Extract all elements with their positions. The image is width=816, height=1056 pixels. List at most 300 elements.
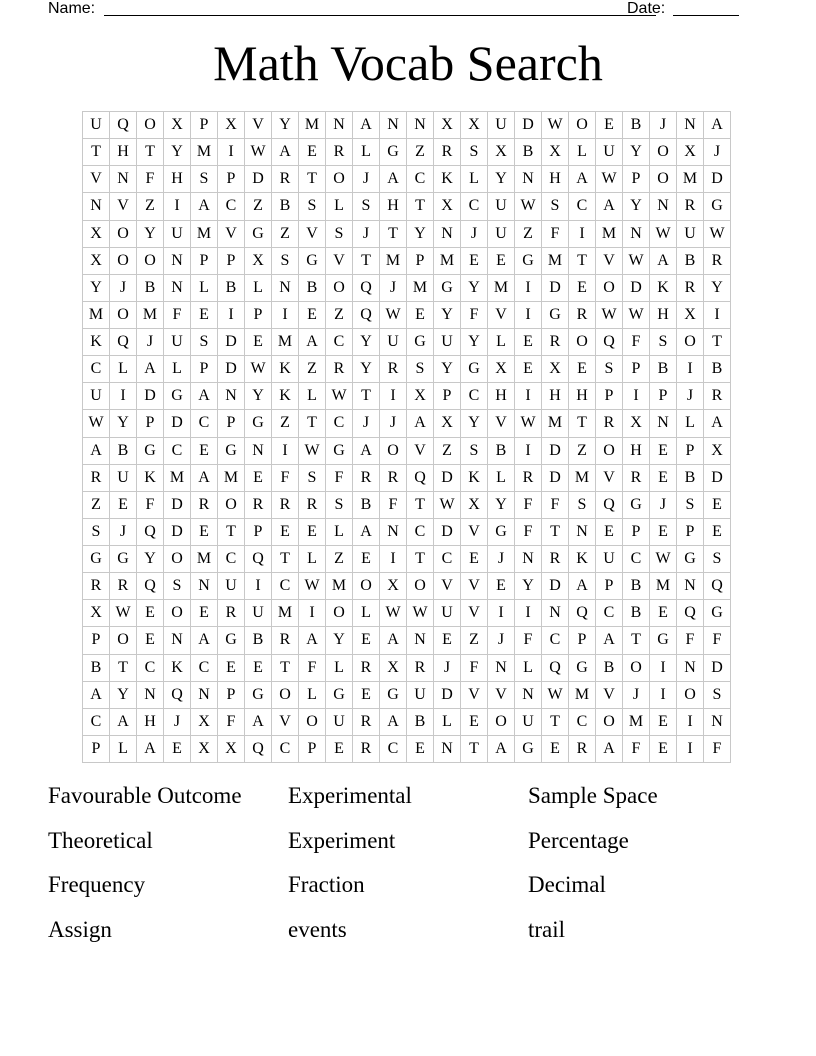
grid-cell: R: [83, 465, 110, 492]
grid-cell: C: [137, 655, 164, 682]
grid-cell: S: [299, 193, 326, 220]
grid-cell: E: [650, 709, 677, 736]
grid-cell: D: [164, 410, 191, 437]
grid-cell: W: [245, 356, 272, 383]
grid-cell: I: [704, 302, 731, 329]
grid-cell: N: [434, 221, 461, 248]
grid-cell: M: [596, 221, 623, 248]
grid-cell: N: [407, 627, 434, 654]
grid-cell: E: [299, 302, 326, 329]
grid-cell: O: [569, 329, 596, 356]
grid-cell: N: [380, 112, 407, 139]
grid-cell: T: [272, 655, 299, 682]
grid-cell: C: [218, 546, 245, 573]
page-title: Math Vocab Search: [213, 35, 603, 91]
grid-cell: D: [542, 438, 569, 465]
grid-cell: Z: [569, 438, 596, 465]
grid-cell: Q: [704, 573, 731, 600]
grid-cell: U: [596, 546, 623, 573]
grid-cell: M: [542, 248, 569, 275]
grid-cell: V: [596, 248, 623, 275]
grid-cell: E: [650, 465, 677, 492]
grid-cell: A: [299, 329, 326, 356]
grid-cell: N: [677, 573, 704, 600]
grid-cell: S: [596, 356, 623, 383]
word-list-item: Experiment: [288, 827, 396, 853]
grid-cell: E: [650, 600, 677, 627]
grid-cell: G: [704, 600, 731, 627]
grid-cell: N: [677, 655, 704, 682]
grid-cell: M: [218, 465, 245, 492]
grid-cell: N: [407, 112, 434, 139]
grid-cell: D: [218, 356, 245, 383]
grid-cell: E: [596, 519, 623, 546]
grid-cell: G: [83, 546, 110, 573]
grid-cell: J: [164, 709, 191, 736]
grid-cell: Y: [461, 275, 488, 302]
grid-cell: C: [407, 166, 434, 193]
grid-cell: A: [380, 166, 407, 193]
grid-cell: S: [461, 438, 488, 465]
grid-cell: X: [488, 356, 515, 383]
grid-cell: M: [569, 682, 596, 709]
word-list-item: Fraction: [288, 872, 365, 897]
grid-cell: Y: [137, 221, 164, 248]
grid-cell: E: [407, 736, 434, 763]
grid-cell: N: [650, 193, 677, 220]
grid-cell: T: [542, 519, 569, 546]
grid-cell: K: [137, 465, 164, 492]
grid-cell: Y: [434, 356, 461, 383]
grid-cell: W: [380, 600, 407, 627]
grid-cell: X: [704, 438, 731, 465]
grid-cell: O: [299, 709, 326, 736]
grid-cell: C: [407, 519, 434, 546]
grid-cell: E: [461, 248, 488, 275]
grid-cell: I: [569, 221, 596, 248]
grid-cell: C: [326, 329, 353, 356]
grid-cell: H: [137, 709, 164, 736]
grid-cell: O: [218, 492, 245, 519]
grid-cell: R: [407, 655, 434, 682]
grid-cell: N: [110, 166, 137, 193]
grid-cell: Q: [353, 302, 380, 329]
grid-cell: Q: [596, 492, 623, 519]
grid-cell: N: [326, 112, 353, 139]
grid-cell: E: [704, 492, 731, 519]
grid-cell: L: [353, 139, 380, 166]
grid-cell: G: [434, 275, 461, 302]
grid-cell: R: [353, 465, 380, 492]
grid-cell: O: [326, 600, 353, 627]
grid-cell: Z: [299, 356, 326, 383]
grid-cell: W: [596, 166, 623, 193]
grid-cell: L: [164, 356, 191, 383]
grid-cell: A: [596, 627, 623, 654]
grid-cell: P: [623, 356, 650, 383]
grid-cell: I: [515, 302, 542, 329]
grid-cell: A: [353, 519, 380, 546]
grid-cell: A: [353, 438, 380, 465]
grid-cell: M: [299, 112, 326, 139]
grid-cell: V: [488, 410, 515, 437]
grid-cell: S: [407, 356, 434, 383]
grid-cell: X: [623, 410, 650, 437]
grid-cell: G: [461, 356, 488, 383]
grid-cell: V: [461, 600, 488, 627]
grid-cell: T: [83, 139, 110, 166]
grid-cell: E: [515, 329, 542, 356]
grid-cell: Y: [353, 356, 380, 383]
grid-cell: T: [353, 248, 380, 275]
grid-cell: J: [650, 492, 677, 519]
grid-cell: N: [191, 682, 218, 709]
grid-cell: H: [623, 438, 650, 465]
grid-cell: A: [353, 112, 380, 139]
grid-cell: W: [623, 302, 650, 329]
grid-cell: O: [164, 600, 191, 627]
grid-cell: F: [623, 736, 650, 763]
date-line: [673, 0, 739, 16]
word-list-item: Theoretical: [48, 827, 153, 853]
grid-cell: C: [191, 410, 218, 437]
grid-cell: K: [164, 655, 191, 682]
grid-cell: F: [272, 465, 299, 492]
grid-cell: C: [569, 709, 596, 736]
grid-cell: F: [137, 166, 164, 193]
grid-cell: U: [110, 465, 137, 492]
grid-cell: P: [83, 627, 110, 654]
grid-cell: V: [299, 221, 326, 248]
grid-cell: D: [164, 519, 191, 546]
grid-cell: T: [407, 546, 434, 573]
grid-cell: G: [326, 682, 353, 709]
grid-cell: H: [380, 193, 407, 220]
grid-cell: Y: [623, 193, 650, 220]
grid-cell: N: [677, 112, 704, 139]
grid-cell: P: [596, 383, 623, 410]
grid-cell: T: [299, 410, 326, 437]
grid-cell: W: [542, 682, 569, 709]
grid-cell: R: [677, 193, 704, 220]
grid-cell: B: [299, 275, 326, 302]
grid-cell: E: [569, 275, 596, 302]
grid-cell: B: [623, 600, 650, 627]
grid-cell: F: [164, 302, 191, 329]
grid-cell: V: [83, 166, 110, 193]
grid-cell: Q: [353, 275, 380, 302]
grid-cell: B: [83, 655, 110, 682]
grid-cell: V: [596, 682, 623, 709]
grid-cell: P: [596, 573, 623, 600]
grid-cell: B: [407, 709, 434, 736]
grid-cell: X: [83, 221, 110, 248]
grid-cell: Y: [245, 383, 272, 410]
grid-cell: Q: [542, 655, 569, 682]
grid-cell: J: [380, 410, 407, 437]
grid-cell: X: [461, 112, 488, 139]
grid-cell: U: [434, 329, 461, 356]
grid-cell: E: [137, 600, 164, 627]
grid-cell: N: [137, 682, 164, 709]
grid-cell: A: [407, 410, 434, 437]
grid-cell: U: [245, 600, 272, 627]
grid-cell: Z: [272, 410, 299, 437]
grid-cell: N: [515, 166, 542, 193]
grid-cell: Q: [245, 736, 272, 763]
grid-cell: J: [677, 383, 704, 410]
grid-cell: C: [461, 383, 488, 410]
grid-cell: X: [218, 736, 245, 763]
grid-cell: E: [596, 112, 623, 139]
grid-cell: B: [704, 356, 731, 383]
grid-cell: L: [326, 193, 353, 220]
grid-cell: Y: [110, 410, 137, 437]
grid-cell: O: [137, 248, 164, 275]
grid-cell: R: [299, 492, 326, 519]
grid-cell: E: [488, 573, 515, 600]
grid-cell: C: [326, 410, 353, 437]
grid-cell: C: [461, 193, 488, 220]
grid-cell: E: [164, 736, 191, 763]
word-list-item: trail: [528, 916, 566, 942]
grid-cell: E: [650, 736, 677, 763]
grid-cell: D: [704, 166, 731, 193]
grid-cell: K: [434, 166, 461, 193]
grid-cell: J: [353, 221, 380, 248]
word-list-item: Assign: [48, 916, 112, 942]
grid-cell: E: [191, 438, 218, 465]
grid-cell: U: [326, 709, 353, 736]
grid-cell: L: [299, 546, 326, 573]
grid-cell: F: [677, 627, 704, 654]
grid-cell: T: [569, 248, 596, 275]
grid-cell: N: [704, 709, 731, 736]
grid-cell: U: [488, 193, 515, 220]
grid-cell: E: [650, 438, 677, 465]
grid-cell: N: [380, 519, 407, 546]
grid-cell: E: [191, 302, 218, 329]
grid-cell: M: [191, 546, 218, 573]
grid-cell: N: [272, 275, 299, 302]
grid-cell: Z: [137, 193, 164, 220]
grid-cell: X: [245, 248, 272, 275]
grid-cell: E: [353, 682, 380, 709]
grid-cell: O: [110, 248, 137, 275]
grid-cell: A: [569, 166, 596, 193]
grid-cell: T: [569, 410, 596, 437]
grid-cell: A: [272, 139, 299, 166]
grid-cell: X: [191, 709, 218, 736]
grid-cell: V: [461, 682, 488, 709]
grid-cell: C: [434, 546, 461, 573]
grid-cell: A: [191, 627, 218, 654]
grid-cell: P: [245, 519, 272, 546]
grid-cell: R: [110, 573, 137, 600]
grid-cell: W: [650, 221, 677, 248]
name-label: Name:: [48, 0, 96, 17]
grid-cell: F: [515, 492, 542, 519]
grid-cell: Y: [83, 275, 110, 302]
grid-cell: K: [569, 546, 596, 573]
grid-cell: L: [488, 465, 515, 492]
grid-cell: U: [380, 329, 407, 356]
grid-cell: I: [515, 600, 542, 627]
grid-cell: E: [245, 465, 272, 492]
grid-cell: G: [110, 546, 137, 573]
grid-cell: M: [380, 248, 407, 275]
grid-cell: A: [245, 709, 272, 736]
grid-cell: L: [461, 166, 488, 193]
grid-cell: R: [380, 465, 407, 492]
grid-cell: Y: [488, 492, 515, 519]
grid-cell: G: [407, 329, 434, 356]
grid-cell: X: [218, 112, 245, 139]
grid-cell: R: [704, 248, 731, 275]
grid-cell: T: [110, 655, 137, 682]
grid-cell: G: [218, 438, 245, 465]
grid-cell: A: [704, 112, 731, 139]
grid-cell: B: [677, 248, 704, 275]
grid-cell: W: [542, 112, 569, 139]
word-list-item: Experimental: [288, 783, 412, 808]
grid-cell: G: [569, 655, 596, 682]
grid-cell: E: [218, 655, 245, 682]
grid-cell: A: [83, 682, 110, 709]
grid-cell: E: [245, 329, 272, 356]
grid-cell: R: [380, 356, 407, 383]
grid-cell: S: [569, 492, 596, 519]
grid-cell: C: [596, 600, 623, 627]
grid-cell: N: [164, 627, 191, 654]
grid-cell: D: [623, 275, 650, 302]
grid-cell: U: [164, 329, 191, 356]
grid-cell: H: [488, 383, 515, 410]
grid-cell: T: [542, 709, 569, 736]
grid-cell: I: [515, 275, 542, 302]
grid-cell: V: [272, 709, 299, 736]
grid-cell: Z: [434, 438, 461, 465]
grid-cell: M: [488, 275, 515, 302]
grid-cell: T: [407, 193, 434, 220]
grid-cell: V: [488, 682, 515, 709]
grid-cell: O: [650, 139, 677, 166]
grid-cell: Y: [623, 139, 650, 166]
grid-cell: I: [380, 546, 407, 573]
grid-cell: A: [299, 627, 326, 654]
grid-cell: R: [515, 465, 542, 492]
grid-cell: D: [704, 655, 731, 682]
grid-cell: L: [488, 329, 515, 356]
grid-cell: P: [299, 736, 326, 763]
grid-cell: X: [83, 600, 110, 627]
grid-cell: F: [542, 492, 569, 519]
grid-cell: O: [677, 682, 704, 709]
grid-cell: G: [380, 682, 407, 709]
grid-cell: X: [542, 356, 569, 383]
grid-cell: Y: [353, 329, 380, 356]
grid-cell: B: [137, 275, 164, 302]
grid-cell: M: [542, 410, 569, 437]
grid-cell: X: [434, 112, 461, 139]
grid-cell: I: [677, 356, 704, 383]
grid-cell: A: [650, 248, 677, 275]
grid-cell: S: [299, 465, 326, 492]
grid-cell: J: [704, 139, 731, 166]
grid-cell: R: [218, 600, 245, 627]
grid-cell: V: [326, 248, 353, 275]
grid-cell: M: [434, 248, 461, 275]
grid-cell: T: [299, 166, 326, 193]
grid-cell: R: [353, 655, 380, 682]
grid-cell: F: [326, 465, 353, 492]
grid-cell: D: [434, 465, 461, 492]
grid-cell: R: [353, 709, 380, 736]
grid-cell: S: [164, 573, 191, 600]
grid-cell: P: [218, 682, 245, 709]
grid-cell: E: [353, 546, 380, 573]
grid-cell: H: [569, 383, 596, 410]
grid-cell: B: [110, 438, 137, 465]
grid-cell: S: [677, 492, 704, 519]
grid-cell: P: [677, 519, 704, 546]
grid-cell: W: [434, 492, 461, 519]
grid-cell: O: [110, 627, 137, 654]
grid-cell: A: [596, 736, 623, 763]
grid-cell: J: [650, 112, 677, 139]
grid-cell: E: [353, 627, 380, 654]
grid-cell: P: [191, 248, 218, 275]
grid-cell: Y: [272, 112, 299, 139]
grid-cell: B: [596, 655, 623, 682]
grid-cell: G: [326, 438, 353, 465]
grid-cell: E: [407, 302, 434, 329]
grid-cell: Q: [164, 682, 191, 709]
grid-cell: D: [137, 383, 164, 410]
grid-cell: I: [623, 383, 650, 410]
grid-cell: P: [623, 166, 650, 193]
grid-cell: I: [272, 438, 299, 465]
grid-cell: O: [596, 275, 623, 302]
grid-cell: W: [407, 600, 434, 627]
grid-cell: J: [488, 627, 515, 654]
grid-cell: W: [515, 193, 542, 220]
grid-cell: A: [137, 356, 164, 383]
grid-cell: C: [542, 627, 569, 654]
grid-cell: L: [434, 709, 461, 736]
grid-cell: L: [299, 383, 326, 410]
grid-cell: G: [380, 139, 407, 166]
grid-cell: O: [137, 112, 164, 139]
grid-cell: T: [272, 546, 299, 573]
grid-cell: T: [380, 221, 407, 248]
word-list-item: Decimal: [528, 872, 606, 897]
grid-cell: M: [191, 221, 218, 248]
grid-cell: I: [515, 383, 542, 410]
name-line: [104, 0, 656, 16]
grid-cell: M: [137, 302, 164, 329]
grid-cell: U: [407, 682, 434, 709]
grid-cell: C: [83, 356, 110, 383]
grid-cell: N: [164, 275, 191, 302]
grid-cell: I: [650, 655, 677, 682]
grid-cell: E: [326, 736, 353, 763]
grid-cell: H: [110, 139, 137, 166]
grid-cell: X: [83, 248, 110, 275]
grid-cell: P: [623, 519, 650, 546]
grid-cell: Q: [569, 600, 596, 627]
grid-cell: O: [488, 709, 515, 736]
